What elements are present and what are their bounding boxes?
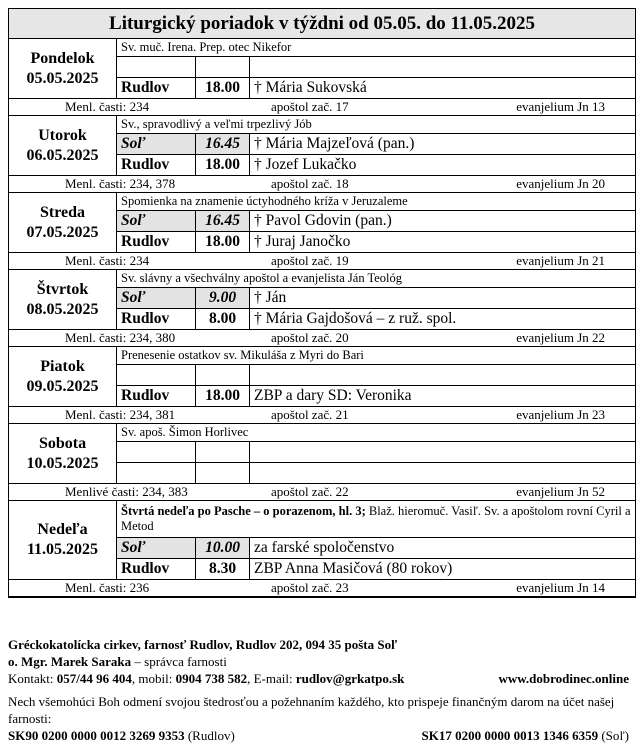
gospel-reading: evanjelium Jn 14 xyxy=(516,580,606,595)
service-intention: † Ján xyxy=(250,288,636,309)
schedule-table xyxy=(8,8,636,598)
parish-address: Gréckokatolícka cirkev, farnosť Rudlov, Rudlov 202, 094 35 pošta Soľ xyxy=(8,637,398,652)
day-cell xyxy=(9,270,117,330)
gospel-reading: evanjelium Jn 52 xyxy=(516,484,606,499)
service-intention: † Mária Sukovská xyxy=(250,78,636,99)
readings-row xyxy=(9,330,636,347)
day-name: Nedeľa xyxy=(37,521,88,538)
service-time: 16.45 xyxy=(196,134,250,155)
service-intention: † Pavol Gdovin (pan.) xyxy=(250,211,636,232)
feast-text: Sv. slávny a všechválny apoštol a evanjelista Ján Teológ xyxy=(117,270,636,288)
service-time: 18.00 xyxy=(196,155,250,176)
day-date: 08.05.2025 xyxy=(26,300,99,318)
day-cell xyxy=(9,116,117,176)
iban-sol: SK17 0200 0000 0013 1346 6359 xyxy=(421,728,599,743)
service-intention xyxy=(250,365,636,386)
service-time: 8.00 xyxy=(196,309,250,330)
contact-line xyxy=(8,670,635,687)
feast-text: Spomienka na znamenie úctyhodného kríža v Jeruzaleme xyxy=(117,193,636,211)
bank-accounts xyxy=(8,727,635,744)
gospel-reading: evanjelium Jn 22 xyxy=(516,330,606,345)
day-feast-row xyxy=(9,193,636,211)
service-place: Rudlov xyxy=(117,232,196,253)
service-place: Soľ xyxy=(117,134,196,155)
service-intention xyxy=(250,57,636,78)
service-place: Rudlov xyxy=(117,155,196,176)
service-time xyxy=(196,463,250,484)
readings-row xyxy=(9,407,636,424)
iban-rudlov: SK90 0200 0000 0012 3269 9353 xyxy=(8,728,185,743)
feast-text: Sv. apoš. Šimon Horlivec xyxy=(117,424,636,442)
day-cell xyxy=(9,39,117,99)
apostle-reading: apoštol zač. 17 xyxy=(271,99,349,114)
day-cell xyxy=(9,424,117,484)
day-date: 11.05.2025 xyxy=(26,541,99,558)
service-intention: † Mária Gajdošová – z ruž. spol. xyxy=(250,309,636,330)
service-time: 8.30 xyxy=(196,559,250,580)
day-date: 09.05.2025 xyxy=(26,377,99,395)
service-intention: † Jozef Lukačko xyxy=(250,155,636,176)
service-time: 10.00 xyxy=(196,538,250,559)
service-intention: ZBP a dary SD: Veronika xyxy=(250,386,636,407)
service-place xyxy=(117,365,196,386)
service-intention: ZBP Anna Masičová (80 rokov) xyxy=(250,559,636,580)
priest-name: o. Mgr. Marek Saraka xyxy=(8,654,132,669)
service-intention: † Juraj Janočko xyxy=(250,232,636,253)
day-feast-row xyxy=(9,501,636,538)
day-cell xyxy=(9,347,117,407)
day-date: 07.05.2025 xyxy=(26,223,99,241)
variable-parts: Menl. časti: 234, 378 xyxy=(65,176,176,191)
service-place: Rudlov xyxy=(117,78,196,99)
service-time: 18.00 xyxy=(196,386,250,407)
day-feast-row xyxy=(9,116,636,134)
apostle-reading: apoštol zač. 19 xyxy=(271,253,349,268)
variable-parts: Menl. časti: 234 xyxy=(65,99,150,114)
day-date: 10.05.2025 xyxy=(26,454,99,472)
service-intention xyxy=(250,442,636,463)
day-feast-row xyxy=(9,347,636,365)
variable-parts: Menl. časti: 234, 381 xyxy=(65,407,176,422)
service-place: Soľ xyxy=(117,538,196,559)
schedule-sheet xyxy=(8,8,635,743)
apostle-reading: apoštol zač. 21 xyxy=(271,407,349,422)
day-date: 06.05.2025 xyxy=(26,146,99,164)
day-name: Pondelok xyxy=(30,49,95,67)
feast-text: Prenesenie ostatkov sv. Mikuláša z Myri do Bari xyxy=(117,347,636,365)
readings-row xyxy=(9,484,636,501)
day-name: Streda xyxy=(39,203,86,221)
service-place: Soľ xyxy=(117,211,196,232)
service-place xyxy=(117,57,196,78)
apostle-reading: apoštol zač. 22 xyxy=(271,484,349,499)
page-title: Liturgický poriadok v týždni od 05.05. do 11.05.2025 xyxy=(9,9,636,39)
service-time: 18.00 xyxy=(196,78,250,99)
feast-text: Sv., spravodlivý a veľmi trpezlivý Jób xyxy=(117,116,636,134)
apostle-reading: apoštol zač. 20 xyxy=(271,330,349,345)
service-time xyxy=(196,57,250,78)
variable-parts: Menl. časti: 234 xyxy=(65,253,150,268)
gospel-reading: evanjelium Jn 23 xyxy=(516,407,606,422)
feast-bold: Štvrtá nedeľa po Pasche – o porazenom, hl. 3; xyxy=(121,504,366,518)
gospel-reading: evanjelium Jn 20 xyxy=(516,176,606,191)
service-place: Soľ xyxy=(117,288,196,309)
phone-number[interactable]: 057/44 96 404 xyxy=(56,671,132,686)
feast-text xyxy=(117,501,636,538)
day-feast-row xyxy=(9,39,636,57)
variable-parts: Menl. časti: 234, 380 xyxy=(65,330,176,345)
service-place: Rudlov xyxy=(117,559,196,580)
service-intention xyxy=(250,463,636,484)
gospel-reading: evanjelium Jn 21 xyxy=(516,253,606,268)
service-time xyxy=(196,442,250,463)
service-intention: † Mária Majzeľová (pan.) xyxy=(250,134,636,155)
day-feast-row xyxy=(9,270,636,288)
variable-parts: Menlivé časti: 234, 383 xyxy=(65,484,188,499)
readings-row xyxy=(9,580,636,598)
day-date: 05.05.2025 xyxy=(26,69,99,87)
priest-line xyxy=(8,653,635,670)
apostle-reading: apoštol zač. 18 xyxy=(271,176,349,191)
day-feast-row xyxy=(9,424,636,442)
service-place: Rudlov xyxy=(117,386,196,407)
email-label: , E-mail: xyxy=(247,671,296,686)
priest-role: – správca farnosti xyxy=(131,654,227,669)
service-time: 18.00 xyxy=(196,232,250,253)
apostle-reading: apoštol zač. 23 xyxy=(271,580,349,595)
iban-rudlov-place: (Rudlov) xyxy=(184,728,235,743)
service-time: 9.00 xyxy=(196,288,250,309)
gospel-reading: evanjelium Jn 13 xyxy=(516,99,606,114)
contact-label: Kontakt: xyxy=(8,671,57,686)
iban-sol-place: (Soľ) xyxy=(598,728,629,743)
readings-row xyxy=(9,253,636,270)
service-place: Rudlov xyxy=(117,309,196,330)
website-link[interactable]: www.dobrodinec.online xyxy=(498,671,629,686)
donation-text: Nech všemohúci Boh odmení svojou štedrosťou a požehnaním každého, kto prispeje finančným darom na účet našej farnosti: xyxy=(8,694,615,726)
day-cell xyxy=(9,193,117,253)
service-time xyxy=(196,365,250,386)
email-link[interactable]: rudlov@grkatpo.sk xyxy=(295,671,405,686)
service-place xyxy=(117,442,196,463)
day-name: Sobota xyxy=(38,434,87,452)
feast-rest: Blaž. hieromuč. Vasiľ. Sv. a apoštolom rovní Cyril a Metod xyxy=(121,504,631,533)
day-cell xyxy=(9,501,117,580)
service-place xyxy=(117,463,196,484)
parish-footer xyxy=(8,636,635,744)
readings-row xyxy=(9,99,636,116)
day-name: Štvrtok xyxy=(36,280,89,298)
feast-text: Sv. muč. Irena. Prep. otec Nikefor xyxy=(117,39,636,57)
variable-parts: Menl. časti: 236 xyxy=(65,580,150,595)
day-name: Piatok xyxy=(40,357,85,375)
day-name: Utorok xyxy=(38,126,87,144)
service-time: 16.45 xyxy=(196,211,250,232)
mobile-label: , mobil: xyxy=(131,671,176,686)
mobile-number[interactable]: 0904 738 582 xyxy=(175,671,248,686)
readings-row xyxy=(9,176,636,193)
service-intention: za farské spoločenstvo xyxy=(250,538,636,559)
